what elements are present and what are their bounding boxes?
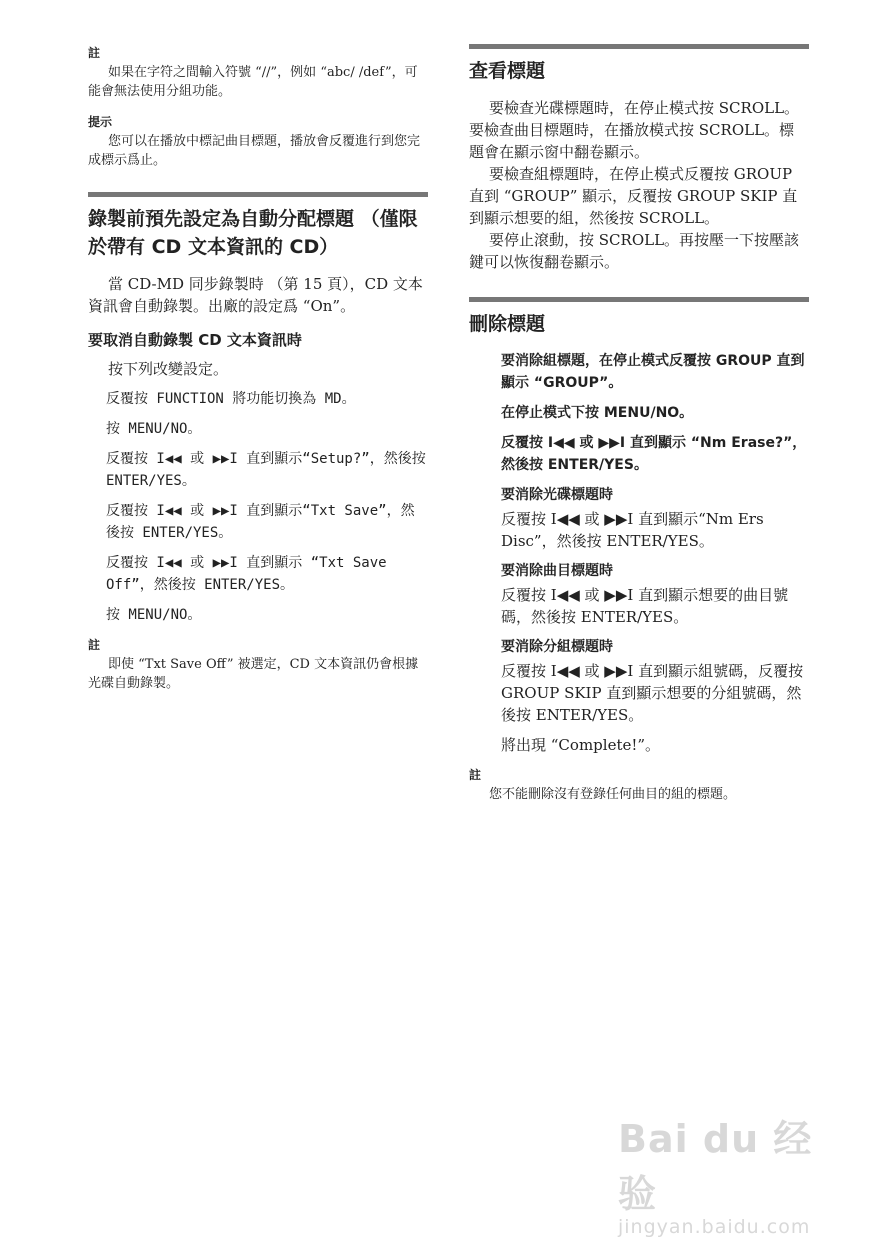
section-title: 刪除標題 bbox=[469, 313, 546, 335]
subsection-title: 要取消自動錄製 CD 文本資訊時 bbox=[88, 331, 302, 349]
disc-title-heading: 要消除光碟標題時 bbox=[501, 487, 613, 503]
section-title: 查看標題 bbox=[469, 60, 546, 82]
note-label: 註 bbox=[469, 768, 482, 782]
group-title-heading: 要消除分組標題時 bbox=[501, 639, 613, 655]
section-divider bbox=[469, 297, 809, 302]
step-2: 在停止模式下按 MENU/NO。 bbox=[501, 405, 694, 421]
right-column bbox=[469, 44, 809, 804]
tip-label: 提示 bbox=[88, 115, 113, 129]
note-text: 即使 “Txt Save Off” 被選定，CD 文本資訊仍會根據光碟自動錄製。 bbox=[88, 657, 419, 691]
track-title-text: 反覆按 I◀◀ 或 ▶▶I 直到顯示想要的曲目號碼，然後按 ENTER/YES。 bbox=[501, 586, 789, 626]
step-1: 要消除組標題，在停止模式反覆按 GROUP 直到顯示 “GROUP”。 bbox=[501, 353, 805, 391]
paragraph: 要檢查組標題時，在停止模式反覆按 GROUP 直到 “GROUP” 顯示，反覆按 GROUP SKIP 直到顯示想要的組，然後按 SCROLL。 bbox=[469, 165, 798, 227]
step-4: 反覆按 I◀◀ 或 ▶▶I 直到顯示“Txt Save”，然後按 ENTER/YES。 bbox=[106, 503, 415, 541]
paragraph: 要檢查光碟標題時，在停止模式按 SCROLL。要檢查曲目標題時，在播放模式按 SCROLL。標題會在顯示窗中翻卷顯示。 bbox=[469, 99, 800, 161]
step-5: 反覆按 I◀◀ 或 ▶▶I 直到顯示 “Txt Save Off”，然後按 ENTER/YES。 bbox=[106, 555, 387, 593]
note-text: 您不能刪除沒有登錄任何曲目的組的標題。 bbox=[489, 787, 737, 802]
section-body: 當 CD-MD 同步錄製時 （第 15 頁），CD 文本資訊會自動錄製。出廠的設定爲 “On”。 bbox=[88, 275, 423, 315]
step-3: 反覆按 I◀◀ 或 ▶▶I 直到顯示“Setup?”，然後按 ENTER/YES。 bbox=[106, 451, 426, 489]
note-label: 註 bbox=[88, 638, 101, 652]
section-title: 錄製前預先設定為自動分配標題 （僅限於帶有 CD 文本資訊的 CD） bbox=[88, 208, 418, 258]
section-divider bbox=[469, 44, 809, 49]
step-6: 按 MENU/NO。 bbox=[106, 607, 202, 623]
section-divider bbox=[88, 192, 428, 197]
note-text: 如果在字符之間輸入符號 “//”，例如 “abc/ /def”，可能會無法使用分組功能。 bbox=[88, 65, 418, 99]
step-2: 按 MENU/NO。 bbox=[106, 421, 202, 437]
left-column bbox=[88, 44, 428, 693]
disc-title-text: 反覆按 I◀◀ 或 ▶▶I 直到顯示“Nm Ers Disc”，然後按 ENTER/YES。 bbox=[501, 510, 764, 550]
tip-text: 您可以在播放中標記曲目標題，播放會反覆進行到您完成標示爲止。 bbox=[88, 134, 421, 168]
track-title-heading: 要消除曲目標題時 bbox=[501, 563, 613, 579]
step-3: 反覆按 I◀◀ 或 ▶▶I 直到顯示 “Nm Erase?”，然後按 ENTER/YES。 bbox=[501, 435, 807, 473]
complete-text: 將出現 “Complete!”。 bbox=[501, 736, 661, 754]
paragraph: 要停止滾動，按 SCROLL。再按壓一下按壓該鍵可以恢復翻卷顯示。 bbox=[469, 231, 800, 271]
baidu-watermark bbox=[618, 1108, 828, 1238]
watermark-url: jingyan.baidu.com bbox=[618, 1216, 811, 1238]
group-title-text: 反覆按 I◀◀ 或 ▶▶I 直到顯示組號碼，反覆按 GROUP SKIP 直到顯示想要的分組號碼，然後按 ENTER/YES。 bbox=[501, 662, 804, 724]
watermark-logo: Bai du 经验 bbox=[618, 1117, 813, 1216]
intro-text: 按下列改變設定。 bbox=[108, 360, 229, 378]
note-label: 註 bbox=[88, 46, 101, 60]
step-1: 反覆按 FUNCTION 將功能切換為 MD。 bbox=[106, 391, 356, 407]
